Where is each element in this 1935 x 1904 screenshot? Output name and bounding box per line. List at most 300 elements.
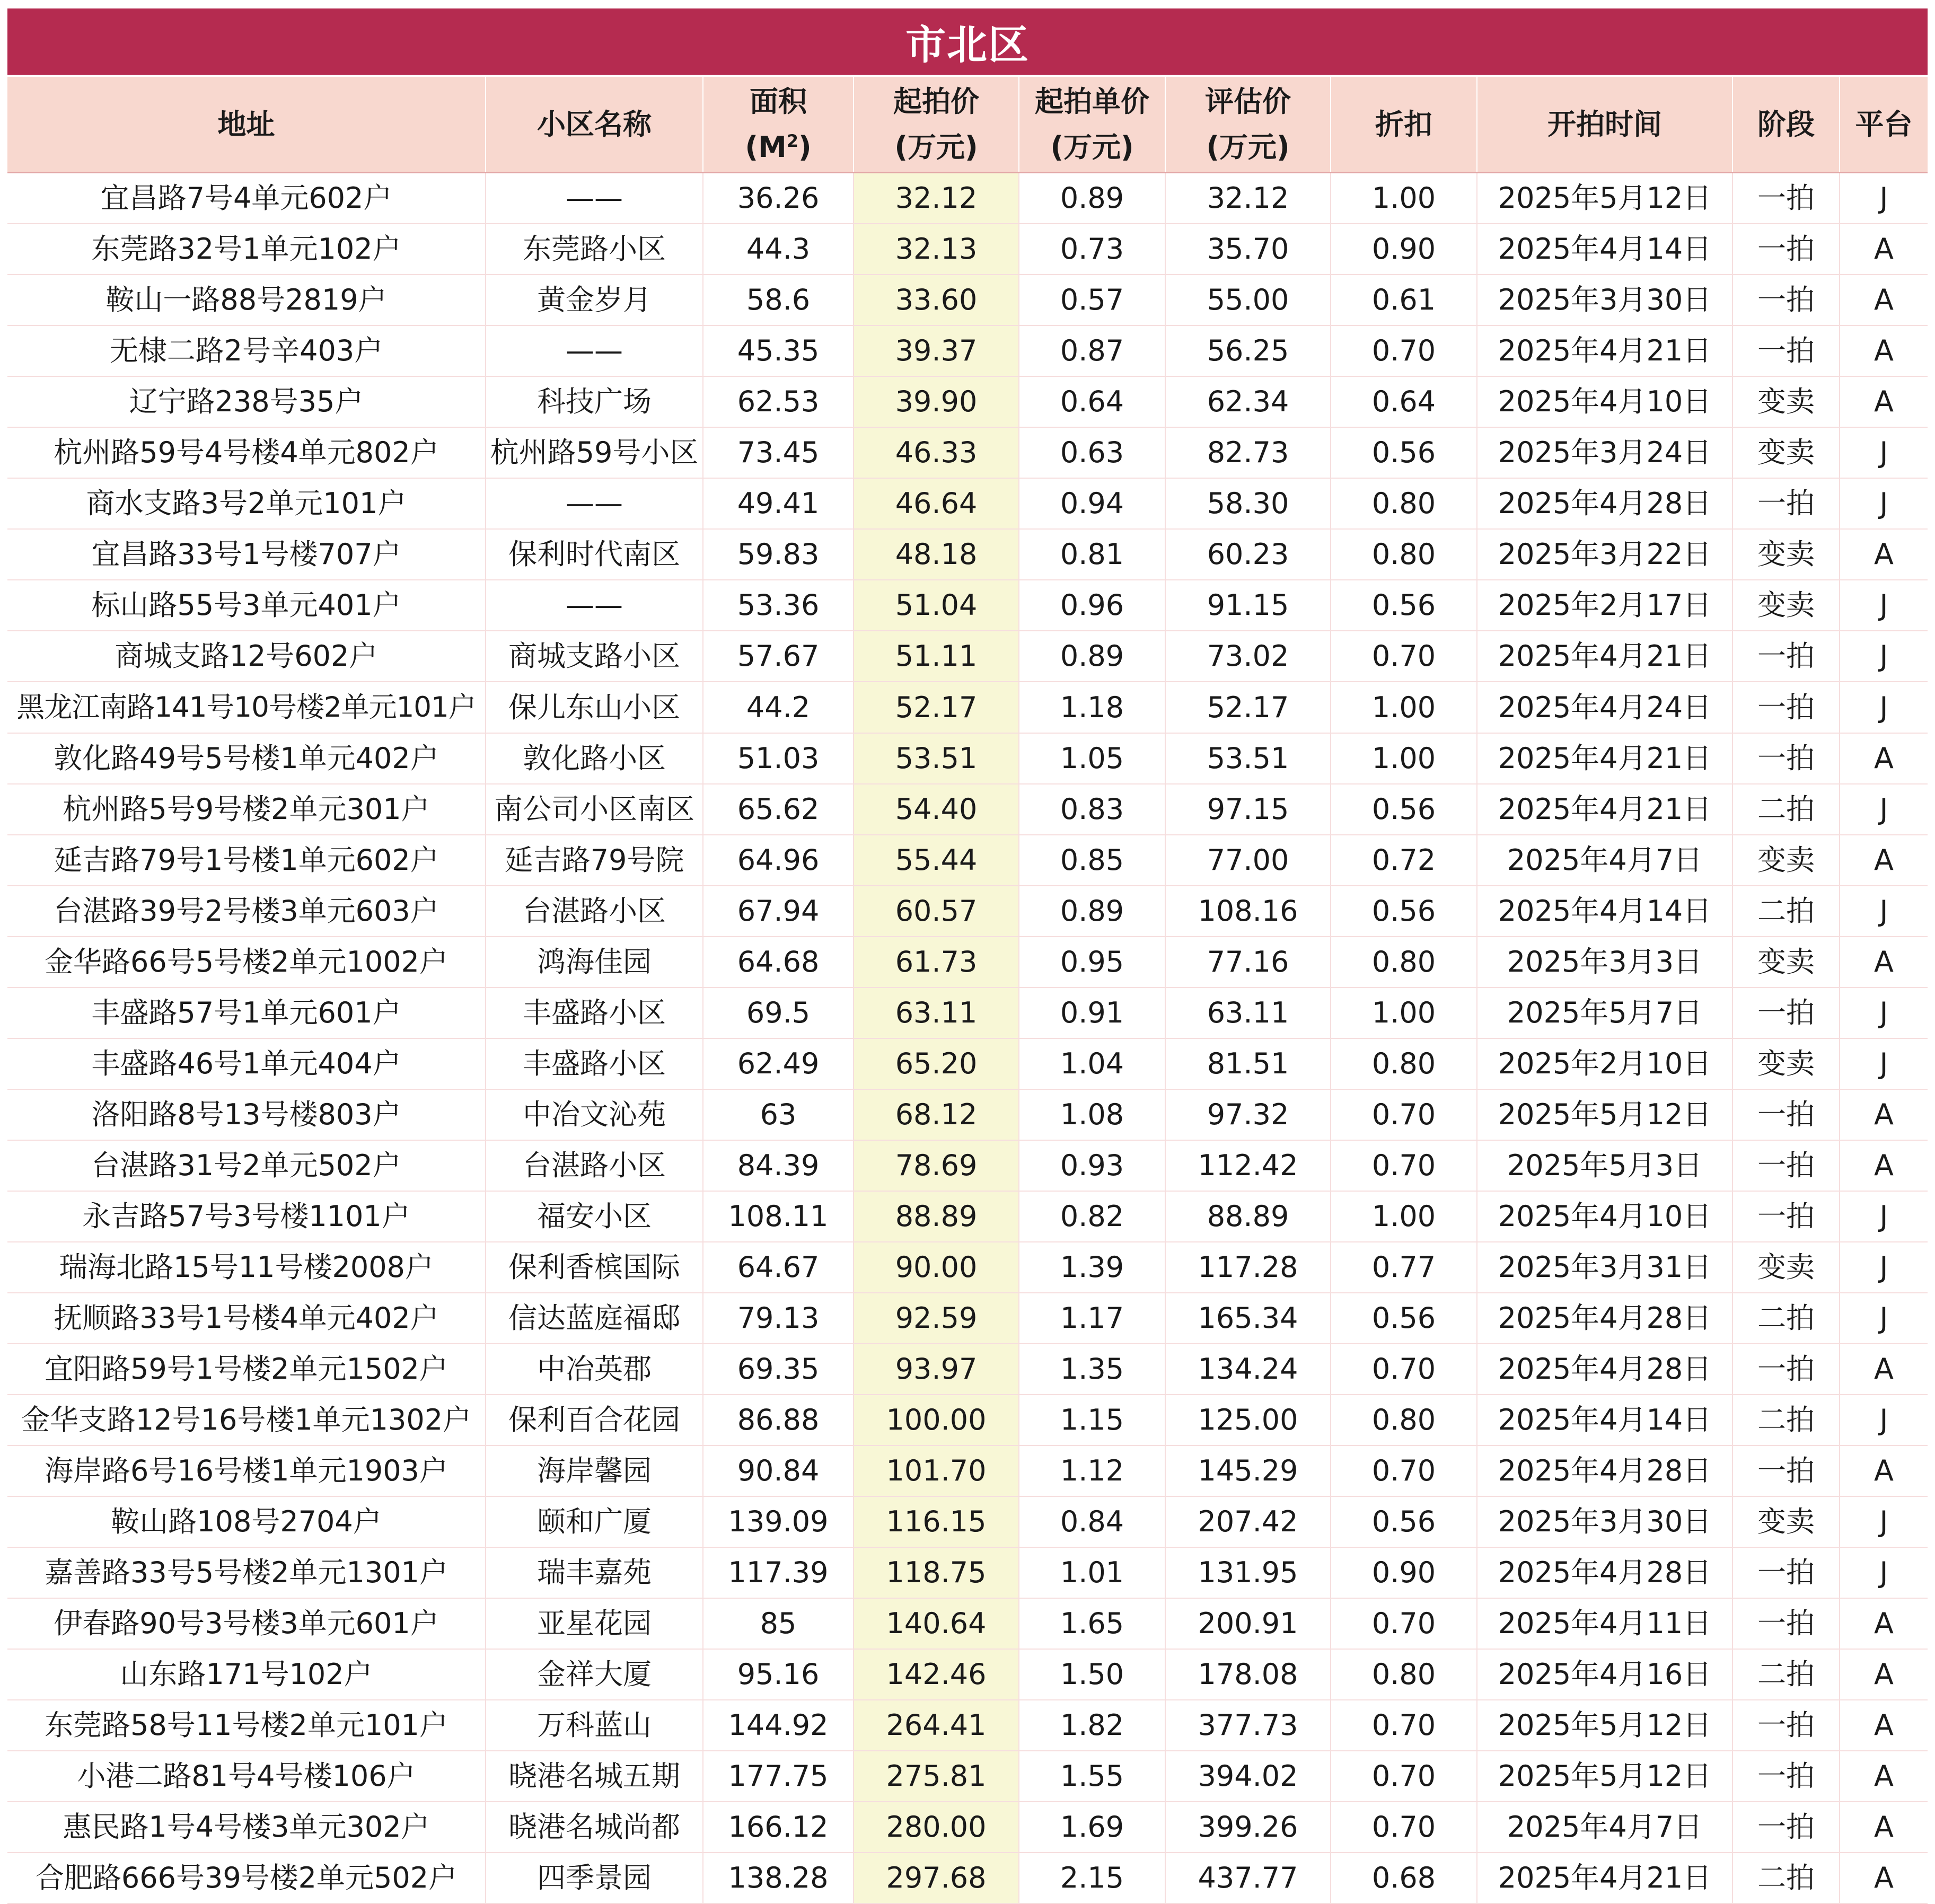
- table-row: [7, 325, 1928, 376]
- unit-price-cell: 1.18: [1019, 682, 1165, 733]
- address-text: 敦化路49号5号楼1单元402户: [54, 742, 439, 775]
- start-price-cell: 32.12: [854, 173, 1019, 224]
- community-cell: 东莞路小区: [486, 224, 703, 275]
- header-area-unit-close: ): [798, 130, 812, 164]
- unit-price-cell: 1.39: [1019, 1242, 1165, 1293]
- community-cell: 丰盛路小区: [486, 988, 703, 1038]
- community-cell: 商城支路小区: [486, 631, 703, 682]
- area-cell: 58.6: [703, 275, 854, 325]
- unit-price-cell: 0.95: [1019, 937, 1165, 988]
- platform-cell: A: [1840, 1853, 1928, 1903]
- community-cell: 丰盛路小区: [486, 1038, 703, 1089]
- community-cell: 保利香槟国际: [486, 1242, 703, 1293]
- start-price-cell: 52.17: [854, 682, 1019, 733]
- header-start-time: 开拍时间: [1477, 77, 1732, 173]
- stage-cell: 一拍: [1732, 631, 1840, 682]
- start-price-cell: 60.57: [854, 886, 1019, 937]
- discount-cell: 0.70: [1331, 1751, 1477, 1802]
- eval-price-cell: 56.25: [1165, 325, 1331, 376]
- discount-cell: 0.70: [1331, 1089, 1477, 1140]
- address-text: 小港二路81号4号楼106户: [77, 1759, 416, 1793]
- eval-price-cell: 77.16: [1165, 937, 1331, 988]
- table-row: [7, 886, 1928, 937]
- eval-price-cell: 437.77: [1165, 1853, 1331, 1903]
- start-time-cell: 2025年4月14日: [1477, 1395, 1732, 1445]
- address-text: 山东路171号102户: [120, 1658, 373, 1691]
- address-text: 辽宁路238号35户: [129, 385, 364, 418]
- table-header: [7, 77, 1928, 173]
- eval-price-cell: 207.42: [1165, 1496, 1331, 1547]
- table-row: [7, 1700, 1928, 1751]
- table-row: [7, 1089, 1928, 1140]
- address-cell: [7, 1700, 486, 1751]
- address-cell: [7, 835, 486, 886]
- start-time-cell: 2025年4月16日: [1477, 1649, 1732, 1700]
- discount-cell: 0.56: [1331, 1496, 1477, 1547]
- eval-price-cell: 82.73: [1165, 427, 1331, 478]
- community-cell: ——: [486, 325, 703, 376]
- unit-price-cell: 1.17: [1019, 1293, 1165, 1344]
- unit-price-cell: 0.96: [1019, 580, 1165, 631]
- start-price-cell: 55.44: [854, 835, 1019, 886]
- unit-price-cell: 0.89: [1019, 631, 1165, 682]
- table-row: [7, 631, 1928, 682]
- stage-cell: 二拍: [1732, 1395, 1840, 1445]
- discount-cell: 0.64: [1331, 376, 1477, 427]
- discount-cell: 0.80: [1331, 529, 1477, 580]
- eval-price-cell: 32.12: [1165, 173, 1331, 224]
- start-price-cell: 68.12: [854, 1089, 1019, 1140]
- stage-cell: 一拍: [1732, 1751, 1840, 1802]
- address-cell: [7, 937, 486, 988]
- address-text: 东莞路32号1单元102户: [91, 232, 401, 266]
- address-text: 嘉善路33号5号楼2单元1301户: [45, 1556, 448, 1589]
- community-cell: 鸿海佳园: [486, 937, 703, 988]
- discount-cell: 0.56: [1331, 1293, 1477, 1344]
- stage-cell: 变卖: [1732, 1496, 1840, 1547]
- header-eval-price-unit: (万元): [1206, 130, 1290, 164]
- header-area: [703, 77, 854, 173]
- stage-cell: 一拍: [1732, 1191, 1840, 1242]
- table-row: [7, 1853, 1928, 1903]
- eval-price-cell: 97.15: [1165, 784, 1331, 835]
- area-cell: 62.49: [703, 1038, 854, 1089]
- stage-cell: 二拍: [1732, 1649, 1840, 1700]
- address-cell: [7, 1140, 486, 1191]
- stage-cell: 变卖: [1732, 580, 1840, 631]
- stage-cell: 二拍: [1732, 1853, 1840, 1903]
- address-cell: [7, 376, 486, 427]
- community-cell: 晓港名城尚都: [486, 1802, 703, 1853]
- discount-cell: 0.70: [1331, 631, 1477, 682]
- discount-cell: 0.72: [1331, 835, 1477, 886]
- platform-cell: J: [1840, 1293, 1928, 1344]
- address-cell: [7, 1853, 486, 1903]
- start-time-cell: 2025年4月21日: [1477, 733, 1732, 784]
- table-row: [7, 784, 1928, 835]
- area-cell: 117.39: [703, 1547, 854, 1598]
- table-row: [7, 376, 1928, 427]
- table-row: [7, 478, 1928, 529]
- eval-price-cell: 88.89: [1165, 1191, 1331, 1242]
- eval-price-cell: 53.51: [1165, 733, 1331, 784]
- discount-cell: 0.61: [1331, 275, 1477, 325]
- start-time-cell: 2025年3月22日: [1477, 529, 1732, 580]
- address-text: 金华路66号5号楼2单元1002户: [45, 945, 448, 979]
- table-row: [7, 427, 1928, 478]
- table-row: [7, 1344, 1928, 1395]
- platform-cell: J: [1840, 1496, 1928, 1547]
- platform-cell: J: [1840, 784, 1928, 835]
- start-price-cell: 142.46: [854, 1649, 1019, 1700]
- unit-price-cell: 0.89: [1019, 173, 1165, 224]
- start-time-cell: 2025年3月30日: [1477, 1496, 1732, 1547]
- discount-cell: 0.56: [1331, 580, 1477, 631]
- start-price-cell: 280.00: [854, 1802, 1019, 1853]
- platform-cell: A: [1840, 275, 1928, 325]
- address-text: 宜昌路33号1号楼707户: [91, 537, 401, 571]
- area-cell: 63: [703, 1089, 854, 1140]
- platform-cell: A: [1840, 1751, 1928, 1802]
- unit-price-cell: 0.84: [1019, 1496, 1165, 1547]
- community-cell: 中冶文沁苑: [486, 1089, 703, 1140]
- discount-cell: 0.70: [1331, 1802, 1477, 1853]
- address-text: 杭州路5号9号楼2单元301户: [63, 792, 430, 826]
- area-cell: 86.88: [703, 1395, 854, 1445]
- header-unit-price-unit: (万元): [1050, 130, 1134, 164]
- table-row: [7, 173, 1928, 224]
- address-cell: [7, 1445, 486, 1496]
- address-cell: [7, 631, 486, 682]
- address-text: 瑞海北路15号11号楼2008户: [59, 1250, 434, 1284]
- platform-cell: A: [1840, 835, 1928, 886]
- unit-price-cell: 0.93: [1019, 1140, 1165, 1191]
- discount-cell: 0.77: [1331, 1242, 1477, 1293]
- area-cell: 85: [703, 1598, 854, 1649]
- discount-cell: 0.56: [1331, 784, 1477, 835]
- eval-price-cell: 200.91: [1165, 1598, 1331, 1649]
- unit-price-cell: 0.57: [1019, 275, 1165, 325]
- address-cell: [7, 1089, 486, 1140]
- community-cell: ——: [486, 173, 703, 224]
- platform-cell: A: [1840, 1700, 1928, 1751]
- table-row: [7, 529, 1928, 580]
- eval-price-cell: 58.30: [1165, 478, 1331, 529]
- address-cell: [7, 325, 486, 376]
- stage-cell: 一拍: [1732, 1445, 1840, 1496]
- address-cell: [7, 784, 486, 835]
- area-cell: 177.75: [703, 1751, 854, 1802]
- header-start-price-label: 起拍价: [893, 84, 979, 118]
- address-text: 台湛路39号2号楼3单元603户: [54, 894, 439, 928]
- address-cell: [7, 1344, 486, 1395]
- address-text: 黑龙江南路141号10号楼2单元101户: [16, 691, 476, 724]
- start-price-cell: 90.00: [854, 1242, 1019, 1293]
- area-cell: 64.68: [703, 937, 854, 988]
- address-cell: [7, 988, 486, 1038]
- stage-cell: 一拍: [1732, 478, 1840, 529]
- community-cell: 晓港名城五期: [486, 1751, 703, 1802]
- unit-price-cell: 1.65: [1019, 1598, 1165, 1649]
- platform-cell: J: [1840, 631, 1928, 682]
- start-time-cell: 2025年3月24日: [1477, 427, 1732, 478]
- community-cell: 亚星花园: [486, 1598, 703, 1649]
- header-address: 地址: [7, 77, 486, 173]
- discount-cell: 1.00: [1331, 988, 1477, 1038]
- community-cell: 四季景园: [486, 1853, 703, 1903]
- community-cell: 保利时代南区: [486, 529, 703, 580]
- platform-cell: A: [1840, 1598, 1928, 1649]
- platform-cell: J: [1840, 1395, 1928, 1445]
- community-cell: 福安小区: [486, 1191, 703, 1242]
- unit-price-cell: 1.82: [1019, 1700, 1165, 1751]
- stage-cell: 变卖: [1732, 427, 1840, 478]
- stage-cell: 一拍: [1732, 1089, 1840, 1140]
- address-text: 延吉路79号1号楼1单元602户: [54, 843, 439, 877]
- platform-cell: J: [1840, 886, 1928, 937]
- platform-cell: J: [1840, 427, 1928, 478]
- address-text: 标山路55号3单元401户: [91, 588, 401, 622]
- start-time-cell: 2025年2月17日: [1477, 580, 1732, 631]
- discount-cell: 1.00: [1331, 682, 1477, 733]
- address-cell: [7, 1649, 486, 1700]
- unit-price-cell: 0.73: [1019, 224, 1165, 275]
- eval-price-cell: 108.16: [1165, 886, 1331, 937]
- unit-price-cell: 1.50: [1019, 1649, 1165, 1700]
- start-time-cell: 2025年4月21日: [1477, 631, 1732, 682]
- stage-cell: 一拍: [1732, 173, 1840, 224]
- address-text: 抚顺路33号1号楼4单元402户: [54, 1301, 439, 1335]
- start-time-cell: 2025年4月14日: [1477, 224, 1732, 275]
- address-text: 伊春路90号3号楼3单元601户: [54, 1607, 439, 1640]
- platform-cell: A: [1840, 1802, 1928, 1853]
- eval-price-cell: 165.34: [1165, 1293, 1331, 1344]
- discount-cell: 0.70: [1331, 1598, 1477, 1649]
- address-text: 台湛路31号2单元502户: [91, 1149, 401, 1182]
- start-price-cell: 32.13: [854, 224, 1019, 275]
- platform-cell: J: [1840, 1191, 1928, 1242]
- area-cell: 44.3: [703, 224, 854, 275]
- header-eval-price-label: 评估价: [1205, 84, 1291, 118]
- discount-cell: 1.00: [1331, 1191, 1477, 1242]
- address-text: 无棣二路2号辛403户: [109, 334, 383, 367]
- eval-price-cell: 117.28: [1165, 1242, 1331, 1293]
- start-time-cell: 2025年4月21日: [1477, 325, 1732, 376]
- discount-cell: 1.00: [1331, 733, 1477, 784]
- community-cell: 黄金岁月: [486, 275, 703, 325]
- area-cell: 95.16: [703, 1649, 854, 1700]
- area-cell: 64.96: [703, 835, 854, 886]
- community-cell: 科技广场: [486, 376, 703, 427]
- eval-price-cell: 63.11: [1165, 988, 1331, 1038]
- unit-price-cell: 0.64: [1019, 376, 1165, 427]
- start-price-cell: 46.64: [854, 478, 1019, 529]
- discount-cell: 0.90: [1331, 1547, 1477, 1598]
- start-price-cell: 78.69: [854, 1140, 1019, 1191]
- stage-cell: 一拍: [1732, 1598, 1840, 1649]
- address-text: 惠民路1号4号楼3单元302户: [63, 1810, 430, 1844]
- start-time-cell: 2025年5月3日: [1477, 1140, 1732, 1191]
- start-time-cell: 2025年5月12日: [1477, 1089, 1732, 1140]
- address-cell: [7, 1547, 486, 1598]
- address-text: 东莞路58号11号楼2单元101户: [45, 1708, 448, 1742]
- unit-price-cell: 1.15: [1019, 1395, 1165, 1445]
- address-cell: [7, 224, 486, 275]
- address-cell: [7, 478, 486, 529]
- unit-price-cell: 1.55: [1019, 1751, 1165, 1802]
- start-time-cell: 2025年5月12日: [1477, 1751, 1732, 1802]
- area-cell: 45.35: [703, 325, 854, 376]
- platform-cell: A: [1840, 1089, 1928, 1140]
- unit-price-cell: 0.85: [1019, 835, 1165, 886]
- platform-cell: J: [1840, 1547, 1928, 1598]
- community-cell: 金祥大厦: [486, 1649, 703, 1700]
- area-cell: 65.62: [703, 784, 854, 835]
- start-time-cell: 2025年4月7日: [1477, 835, 1732, 886]
- start-price-cell: 297.68: [854, 1853, 1019, 1903]
- platform-cell: J: [1840, 173, 1928, 224]
- unit-price-cell: 0.91: [1019, 988, 1165, 1038]
- eval-price-cell: 125.00: [1165, 1395, 1331, 1445]
- table-row: [7, 1038, 1928, 1089]
- address-cell: [7, 1751, 486, 1802]
- table-row: [7, 1293, 1928, 1344]
- unit-price-cell: 0.83: [1019, 784, 1165, 835]
- start-time-cell: 2025年4月11日: [1477, 1598, 1732, 1649]
- address-cell: [7, 733, 486, 784]
- stage-cell: 一拍: [1732, 733, 1840, 784]
- discount-cell: 0.70: [1331, 1140, 1477, 1191]
- area-cell: 36.26: [703, 173, 854, 224]
- community-cell: 敦化路小区: [486, 733, 703, 784]
- address-text: 宜阳路59号1号楼2单元1502户: [45, 1352, 448, 1386]
- stage-cell: 一拍: [1732, 1700, 1840, 1751]
- address-cell: [7, 1802, 486, 1853]
- eval-price-cell: 35.70: [1165, 224, 1331, 275]
- header-area-unit: (M: [745, 130, 787, 164]
- start-time-cell: 2025年4月28日: [1477, 478, 1732, 529]
- stage-cell: 二拍: [1732, 886, 1840, 937]
- unit-price-cell: 2.15: [1019, 1853, 1165, 1903]
- area-cell: 108.11: [703, 1191, 854, 1242]
- discount-cell: 0.90: [1331, 224, 1477, 275]
- eval-price-cell: 91.15: [1165, 580, 1331, 631]
- unit-price-cell: 1.69: [1019, 1802, 1165, 1853]
- table-row: [7, 1242, 1928, 1293]
- unit-price-cell: 1.05: [1019, 733, 1165, 784]
- unit-price-cell: 0.82: [1019, 1191, 1165, 1242]
- discount-cell: 0.80: [1331, 1649, 1477, 1700]
- table-row: [7, 1649, 1928, 1700]
- platform-cell: A: [1840, 529, 1928, 580]
- address-cell: [7, 173, 486, 224]
- area-cell: 90.84: [703, 1445, 854, 1496]
- platform-cell: A: [1840, 1445, 1928, 1496]
- address-cell: [7, 886, 486, 937]
- community-cell: 杭州路59号小区: [486, 427, 703, 478]
- table-row: [7, 580, 1928, 631]
- unit-price-cell: 0.89: [1019, 886, 1165, 937]
- unit-price-cell: 0.87: [1019, 325, 1165, 376]
- start-price-cell: 92.59: [854, 1293, 1019, 1344]
- community-cell: 中冶英郡: [486, 1344, 703, 1395]
- eval-price-cell: 134.24: [1165, 1344, 1331, 1395]
- stage-cell: 变卖: [1732, 1038, 1840, 1089]
- stage-cell: 二拍: [1732, 1293, 1840, 1344]
- area-cell: 69.5: [703, 988, 854, 1038]
- stage-cell: 一拍: [1732, 988, 1840, 1038]
- eval-price-cell: 77.00: [1165, 835, 1331, 886]
- header-start-price-unit: (万元): [894, 130, 978, 164]
- start-time-cell: 2025年5月12日: [1477, 173, 1732, 224]
- header-unit-price: [1019, 77, 1165, 173]
- start-time-cell: 2025年4月21日: [1477, 784, 1732, 835]
- area-cell: 166.12: [703, 1802, 854, 1853]
- eval-price-cell: 377.73: [1165, 1700, 1331, 1751]
- address-text: 丰盛路46号1单元404户: [91, 1047, 401, 1080]
- start-price-cell: 54.40: [854, 784, 1019, 835]
- start-price-cell: 93.97: [854, 1344, 1019, 1395]
- community-cell: 保儿东山小区: [486, 682, 703, 733]
- community-cell: 南公司小区南区: [486, 784, 703, 835]
- area-cell: 69.35: [703, 1344, 854, 1395]
- start-price-cell: 116.15: [854, 1496, 1019, 1547]
- table-body: [7, 173, 1928, 1904]
- table-row: [7, 1445, 1928, 1496]
- area-cell: 62.53: [703, 376, 854, 427]
- unit-price-cell: 1.01: [1019, 1547, 1165, 1598]
- discount-cell: 0.80: [1331, 937, 1477, 988]
- header-discount: 折扣: [1331, 77, 1477, 173]
- eval-price-cell: 97.32: [1165, 1089, 1331, 1140]
- platform-cell: A: [1840, 376, 1928, 427]
- stage-cell: 变卖: [1732, 937, 1840, 988]
- address-text: 鞍山路108号2704户: [111, 1505, 382, 1538]
- stage-cell: 一拍: [1732, 275, 1840, 325]
- unit-price-cell: 1.12: [1019, 1445, 1165, 1496]
- eval-price-cell: 145.29: [1165, 1445, 1331, 1496]
- address-cell: [7, 580, 486, 631]
- area-cell: 139.09: [703, 1496, 854, 1547]
- start-price-cell: 100.00: [854, 1395, 1019, 1445]
- area-cell: 51.03: [703, 733, 854, 784]
- discount-cell: 0.56: [1331, 427, 1477, 478]
- discount-cell: 0.70: [1331, 1700, 1477, 1751]
- discount-cell: 1.00: [1331, 173, 1477, 224]
- table-row: [7, 1191, 1928, 1242]
- table-row: [7, 835, 1928, 886]
- start-time-cell: 2025年4月28日: [1477, 1344, 1732, 1395]
- header-area-sup: 2: [786, 130, 798, 151]
- discount-cell: 0.70: [1331, 1445, 1477, 1496]
- stage-cell: 一拍: [1732, 1140, 1840, 1191]
- start-time-cell: 2025年4月7日: [1477, 1802, 1732, 1853]
- eval-price-cell: 131.95: [1165, 1547, 1331, 1598]
- eval-price-cell: 60.23: [1165, 529, 1331, 580]
- discount-cell: 0.80: [1331, 478, 1477, 529]
- stage-cell: 一拍: [1732, 1802, 1840, 1853]
- address-cell: [7, 1496, 486, 1547]
- address-cell: [7, 1191, 486, 1242]
- table-row: [7, 1598, 1928, 1649]
- table-row: [7, 682, 1928, 733]
- platform-cell: A: [1840, 937, 1928, 988]
- community-cell: ——: [486, 580, 703, 631]
- address-text: 商水支路3号2单元101户: [86, 487, 407, 520]
- header-community: 小区名称: [486, 77, 703, 173]
- community-cell: 台湛路小区: [486, 1140, 703, 1191]
- start-price-cell: 88.89: [854, 1191, 1019, 1242]
